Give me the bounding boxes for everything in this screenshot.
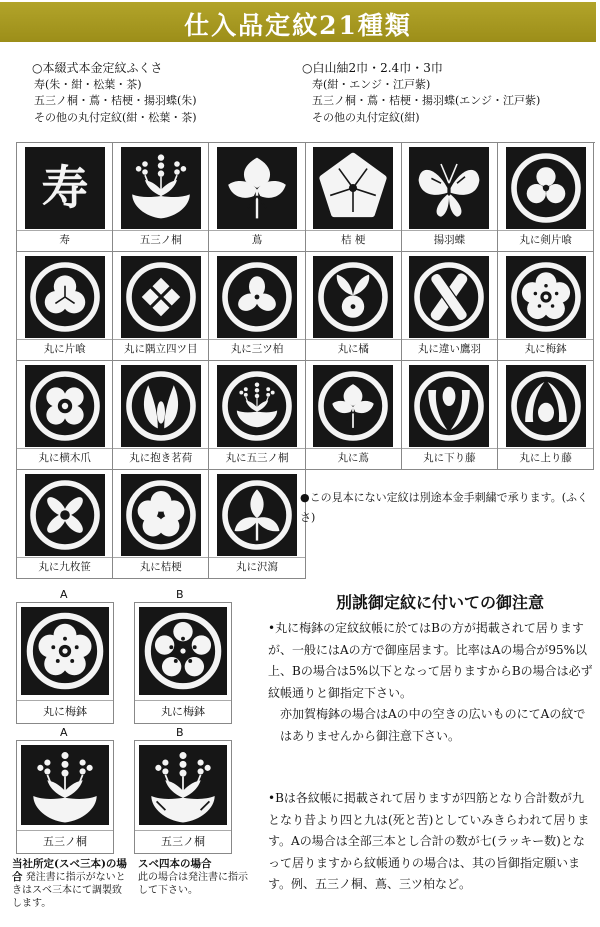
crest-cell — [113, 470, 209, 579]
crest-label: 丸に蔦 — [306, 448, 401, 467]
kiri-a-box — [16, 740, 114, 854]
crossed-feathers-crest-icon — [409, 256, 489, 338]
wisteria-down-crest-icon — [409, 365, 489, 447]
crest-label: 揚羽蝶 — [402, 230, 497, 249]
sorrel-crest-icon — [25, 256, 105, 338]
footnote-b-bold: スベ四本の場合 — [138, 858, 212, 870]
crest-label: 丸に三ツ柏 — [209, 339, 304, 358]
myoga-crest-icon — [121, 365, 201, 447]
kiri-b-caption: 五三ノ桐 — [135, 830, 231, 853]
right-spec-line: 寿(紺・エンジ・江戸紫) — [312, 77, 431, 91]
crest-label: 丸に片喰 — [17, 339, 112, 358]
plum-b-box — [134, 602, 232, 724]
crest-label: 寿 — [17, 230, 112, 249]
crest-label: 丸に抱き茗荷 — [113, 448, 208, 467]
crest-cell — [402, 252, 498, 361]
caution-heading: 別誂御定紋に付いての御注意 — [335, 593, 544, 612]
butterfly-crest-icon — [409, 147, 489, 229]
crest-cell — [498, 143, 594, 252]
right-spec — [302, 60, 592, 126]
crest-cell — [17, 143, 113, 252]
svg-text:寿: 寿 — [41, 160, 88, 215]
plum-b-crest-icon — [139, 607, 227, 695]
right-spec-line: その他の丸付定紋(紺) — [312, 110, 420, 124]
crest-cell — [17, 470, 113, 579]
label-b: B — [176, 588, 184, 601]
crest-cell — [209, 361, 305, 470]
mokko-crest-icon — [25, 365, 105, 447]
crest-cell — [113, 143, 209, 252]
crest-cell — [209, 470, 305, 579]
crest-cell — [402, 361, 498, 470]
bamboo-crest-icon — [25, 474, 105, 556]
crest-cell — [498, 361, 594, 470]
crest-label: 丸に横木爪 — [17, 448, 112, 467]
left-spec-line: 寿(朱・紺・松葉・茶) — [34, 77, 142, 91]
crest-label: 五三ノ桐 — [113, 230, 208, 249]
kotobuki-crest-icon — [25, 147, 105, 229]
crest-label: 丸に九枚笹 — [17, 557, 112, 576]
label-a: A — [60, 726, 68, 739]
crest-cell — [402, 143, 498, 252]
crest-cell — [209, 143, 305, 252]
footnote-b-text: 此の場合は発注書に指示して下さい。 — [138, 872, 248, 896]
caution-paragraph-2 — [268, 788, 594, 896]
crest-label: 丸に桔梗 — [113, 557, 208, 576]
footnote-a-text: 発注書に指示がないときはスベ三本にて調製致します。 — [12, 872, 126, 909]
crest-label: 丸に橘 — [306, 339, 401, 358]
ivy-crest-icon — [217, 147, 297, 229]
crest-cell — [306, 252, 402, 361]
crest-cell — [306, 143, 402, 252]
crest-cell — [306, 361, 402, 470]
plum-a-caption: 丸に梅鉢 — [17, 700, 113, 723]
left-spec-line: その他の丸付定紋(紺・松葉・茶) — [34, 110, 197, 124]
kiri-a-crest-icon — [21, 745, 109, 825]
crest-label: 丸に五三ノ桐 — [209, 448, 304, 467]
crest-label: 丸に上り藤 — [498, 448, 593, 467]
left-spec — [32, 60, 292, 126]
plum-b-caption: 丸に梅鉢 — [135, 700, 231, 723]
kiri-b-box — [134, 740, 232, 854]
footnote-a — [12, 858, 130, 910]
right-spec-line: 五三ノ桐・蔦・桔梗・揚羽蝶(エンジ・江戸紫) — [312, 94, 541, 107]
crest-cell — [113, 361, 209, 470]
crest-label: 丸に梅鉢 — [498, 339, 593, 358]
three-oak-crest-icon — [217, 256, 297, 338]
bellflower-crest-icon — [313, 147, 393, 229]
footnote-a-bold: 当社所定(スベ三本)の場合 — [12, 858, 127, 883]
crest-cell — [17, 361, 113, 470]
crest-label: 蔦 — [209, 230, 304, 249]
plum-a-crest-icon — [21, 607, 109, 695]
plum-a-box — [16, 602, 114, 724]
title-banner — [0, 2, 596, 42]
crest-label: 丸に違い鷹羽 — [402, 339, 497, 358]
circled-paulownia-crest-icon — [217, 365, 297, 447]
water-plantain-crest-icon — [217, 474, 297, 556]
plum-crest-icon — [506, 256, 586, 338]
crest-label: 丸に沢瀉 — [209, 557, 304, 576]
page-title: 仕入品定紋21種類 — [184, 11, 412, 40]
paulownia-crest-icon — [121, 147, 201, 229]
crest-cell — [498, 252, 594, 361]
kiri-b-crest-icon — [139, 745, 227, 825]
wisteria-up-crest-icon — [506, 365, 586, 447]
kiri-a-caption: 五三ノ桐 — [17, 830, 113, 853]
caution-text: •丸に梅鉢の定紋紋帳に於てはBの方が掲載されて居りますが、一般にはAの方で御座居ます。比率はAの場合が95%以上、Bの場合は5%以下となって居りますからBの場合は必ず紋帳通りと御指定下さい。 — [268, 621, 593, 700]
crest-label: 丸に下り藤 — [402, 448, 497, 467]
footnote-b — [138, 858, 256, 897]
crest-label: 丸に剣片喰 — [498, 230, 593, 249]
four-squares-crest-icon — [121, 256, 201, 338]
right-spec-heading: ○白山紬2巾・2.4巾・3巾 — [302, 61, 443, 75]
circled-ivy-crest-icon — [313, 365, 393, 447]
crest-label: 桔 梗 — [306, 230, 401, 249]
caution-text: •Bは各紋帳に掲載されて居りますが四筋となり合計数が九となり昔より四と九は(死と苦)としていみきらわれて居ります。Aの場合は全部三本とし合計の数が七(ラッキー数)となって居りますから紋帳通りの場合は、其の旨御指定願います。例、五三ノ桐、蔦、三ツ柏など。 — [268, 791, 590, 891]
crest-cell — [17, 252, 113, 361]
caution-text: 亦加賀梅鉢の場合はAの中の空きの広いものにてAの紋ではありませんから御注意下さい。 — [280, 707, 586, 743]
sword-sorrel-crest-icon — [506, 147, 586, 229]
custom-crest-note: ●この見本にない定紋は別途本金手刺繍で承ります。(ふくさ) — [300, 491, 589, 524]
left-spec-line: 五三ノ桐・蔦・桔梗・揚羽蝶(朱) — [34, 94, 197, 107]
left-spec-heading: ○本綴式本金定紋ふくさ — [32, 61, 163, 75]
crest-label: 丸に隅立四ツ目 — [113, 339, 208, 358]
label-a: A — [60, 588, 68, 601]
crest-cell — [209, 252, 305, 361]
crest-cell — [113, 252, 209, 361]
label-b: B — [176, 726, 184, 739]
tachibana-crest-icon — [313, 256, 393, 338]
circled-bellflower-crest-icon — [121, 474, 201, 556]
caution-paragraph-1 — [268, 618, 594, 747]
